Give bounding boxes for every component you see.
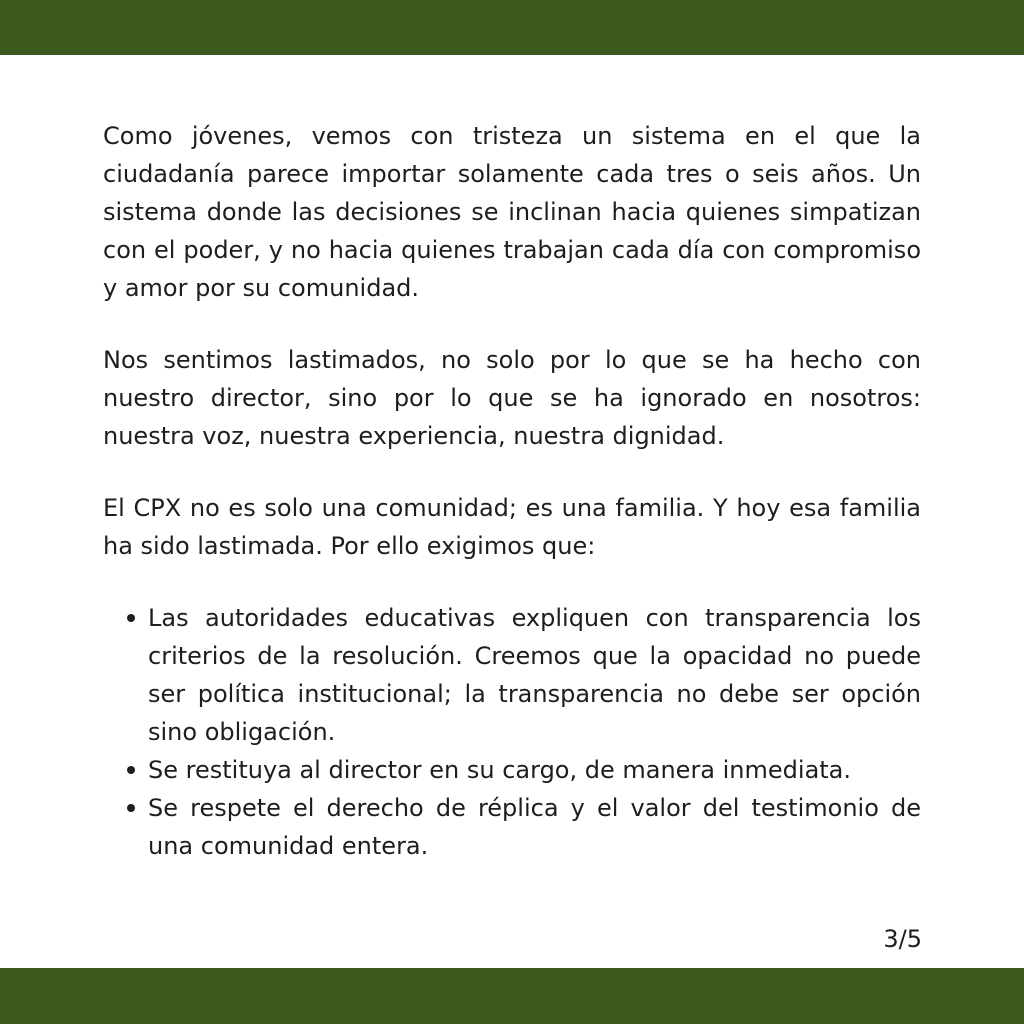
- paragraph-intro: Como jóvenes, vemos con tristeza un sistema en el que la ciudadanía parece importar solamente cada tres o seis años. Un sistema donde las decisiones se inclinan hacia quienes simpatizan con el poder, y no hacia quienes trabajan cada día con compromiso y amor por su comunidad.: [103, 122, 921, 302]
- paragraph-hurt: Nos sentimos lastimados, no solo por lo que se ha hecho con nuestro director, sino por lo que se ha ignorado en nosotros: nuestra voz, nuestra experiencia, nuestra dignidad.: [103, 346, 921, 450]
- list-item-text: Se respete el derecho de réplica y el valor del testimonio de una comunidad entera.: [148, 794, 921, 860]
- list-item-text: Se restituya al director en su cargo, de manera inmediata.: [148, 756, 852, 784]
- list-item-text: Las autoridades educativas expliquen con transparencia los criterios de la resolución. Creemos que la opacidad no puede ser política institucional; la transparencia no debe ser opción sino obligación.: [148, 604, 921, 746]
- top-green-band: [0, 0, 1024, 55]
- paragraph-demand-intro: El CPX no es solo una comunidad; es una familia. Y hoy esa familia ha sido lastimada. Por ello exigimos que:: [103, 494, 921, 560]
- list-item: [103, 599, 921, 751]
- page-number: 3/5: [883, 925, 922, 953]
- bottom-green-band: [0, 968, 1024, 1024]
- demands-list: [103, 599, 921, 865]
- bullet-icon: [127, 766, 135, 774]
- letter-body: [103, 117, 921, 865]
- bullet-icon: [127, 804, 135, 812]
- list-item: [103, 789, 921, 865]
- bullet-icon: [127, 614, 135, 622]
- list-item: [103, 751, 921, 789]
